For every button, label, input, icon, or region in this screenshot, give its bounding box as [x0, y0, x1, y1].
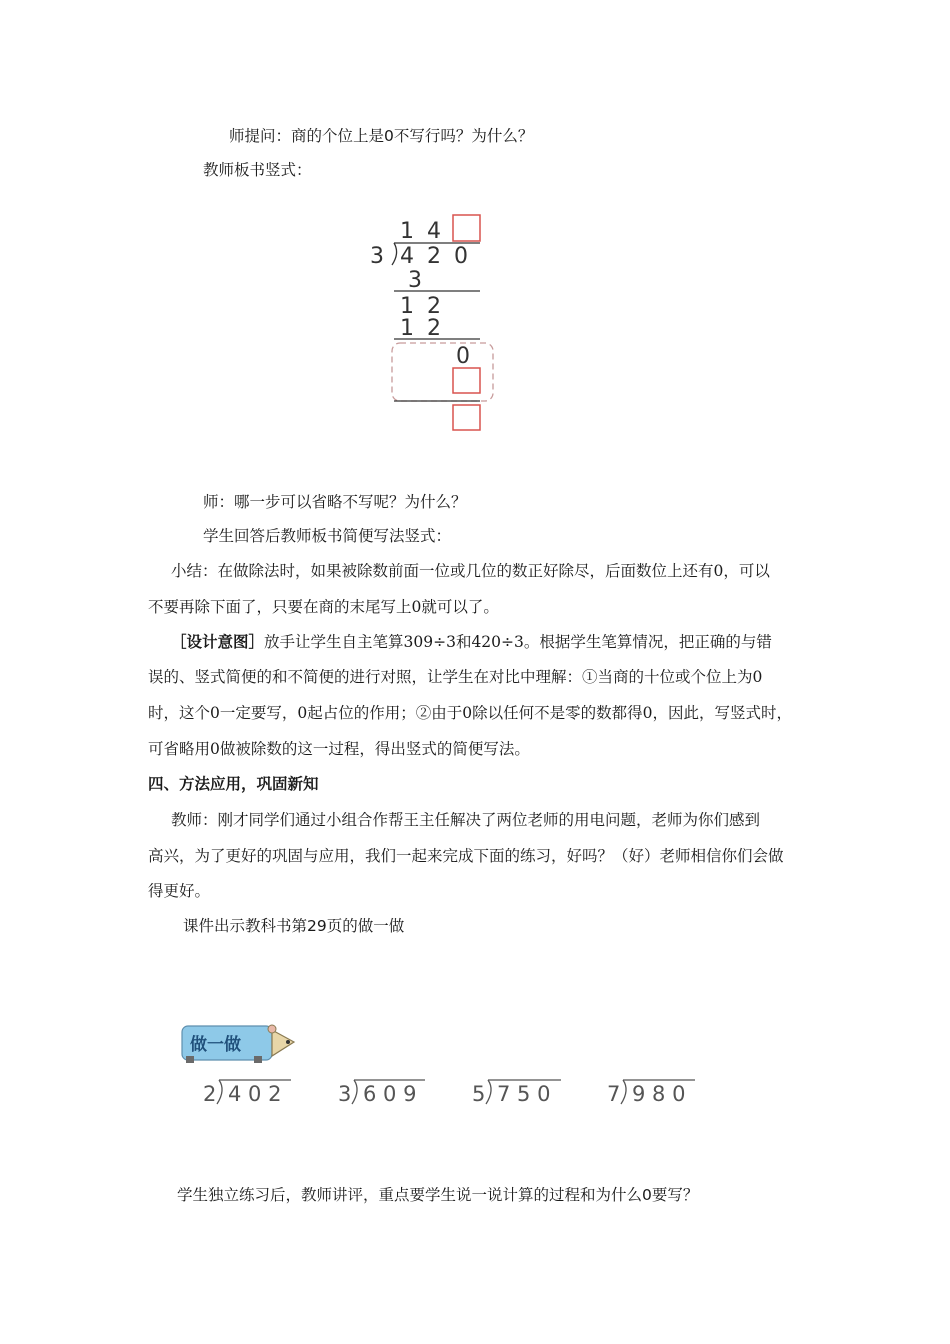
quotient-answer-box: [453, 215, 480, 241]
step-1-product: 3: [408, 268, 422, 293]
question-zero-ones: 师提问：商的个位上是0不写行吗？为什么？: [229, 127, 534, 145]
quotient-digit-2: 4: [427, 219, 441, 244]
step-2-partial-2: 2: [427, 294, 441, 319]
question-omit-step: 师：哪一步可以省略不写呢？为什么？: [203, 493, 467, 511]
exercise-problems: [195, 1072, 715, 1112]
problem-1: [203, 1080, 291, 1106]
problem-2: [338, 1080, 425, 1106]
badge-ear: [268, 1025, 276, 1033]
step-2-partial-1: 1: [400, 294, 414, 319]
problem-2-divisor: 3: [338, 1082, 352, 1106]
summary-line-1: 小结：在做除法时，如果被除数前面一位或几位的数正好除尽，后面数位上还有0，可以: [171, 562, 770, 580]
problem-1-dividend: 4 0 2: [228, 1082, 282, 1106]
problem-3: [472, 1080, 561, 1106]
divisor: 3: [370, 244, 384, 269]
remainder-digit: 0: [456, 344, 470, 369]
step-2-product-1: 1: [400, 316, 414, 341]
exercise-badge: [176, 1020, 300, 1068]
teacher-line-1: 教师：刚才同学们通过小组合作帮王主任解决了两位老师的用电问题，老师为你们感到: [171, 811, 761, 829]
design-intent-text-1: 放手让学生自主笔算309÷3和420÷3。根据学生笔算情况，把正确的与错: [264, 633, 772, 651]
step-2-product-2: 2: [427, 316, 441, 341]
final-note: 学生独立练习后，教师讲评，重点要学生说一说计算的过程和为什么0要写？: [177, 1186, 699, 1204]
design-intent-line-1: [171, 632, 772, 652]
teacher-line-3: 得更好。: [148, 882, 211, 900]
final-answer-box: [453, 405, 480, 430]
problem-2-dividend: 6 0 9: [363, 1082, 417, 1106]
badge-label: 做一做: [190, 1035, 241, 1055]
board-intro: 教师板书竖式：: [203, 161, 312, 179]
teacher-line-2: 高兴，为了更好的巩固与应用，我们一起来完成下面的练习，好吗？（好）老师相信你们会做: [148, 847, 784, 865]
long-division-figure: [360, 205, 500, 435]
problem-3-dividend: 7 5 0: [497, 1082, 551, 1106]
dividend-digit-3: 0: [454, 244, 468, 269]
summary-line-2: 不要再除下面了，只要在商的末尾写上0就可以了。: [148, 598, 499, 616]
dividend-digit-2: 2: [427, 244, 441, 269]
design-intent-line-4: 可省略用0做被除数的这一过程，得出竖式的简便写法。: [148, 740, 530, 758]
problem-1-divisor: 2: [203, 1082, 217, 1106]
problem-4: [607, 1080, 695, 1106]
dividend-digit-1: 4: [400, 244, 414, 269]
section-heading: 四、方法应用，巩固新知: [148, 775, 319, 793]
courseware-note: 课件出示教科书第29页的做一做: [183, 917, 405, 935]
design-intent-line-3: 时，这个0一定要写，0起占位的作用；②由于0除以任何不是零的数都得0，因此，写竖式时，: [148, 704, 792, 722]
problem-4-divisor: 7: [607, 1082, 621, 1106]
board-simple-intro: 学生回答后教师板书简便写法竖式：: [203, 527, 452, 545]
design-intent-line-2: 误的、竖式简便的和不简便的进行对照，让学生在对比中理解：①当商的十位或个位上为0: [148, 668, 763, 686]
problem-4-dividend: 9 8 0: [632, 1082, 686, 1106]
problem-3-divisor: 5: [472, 1082, 486, 1106]
quotient-digit-1: 1: [400, 219, 414, 244]
step-answer-box: [453, 368, 480, 393]
design-intent-label: ［设计意图］: [171, 632, 265, 651]
